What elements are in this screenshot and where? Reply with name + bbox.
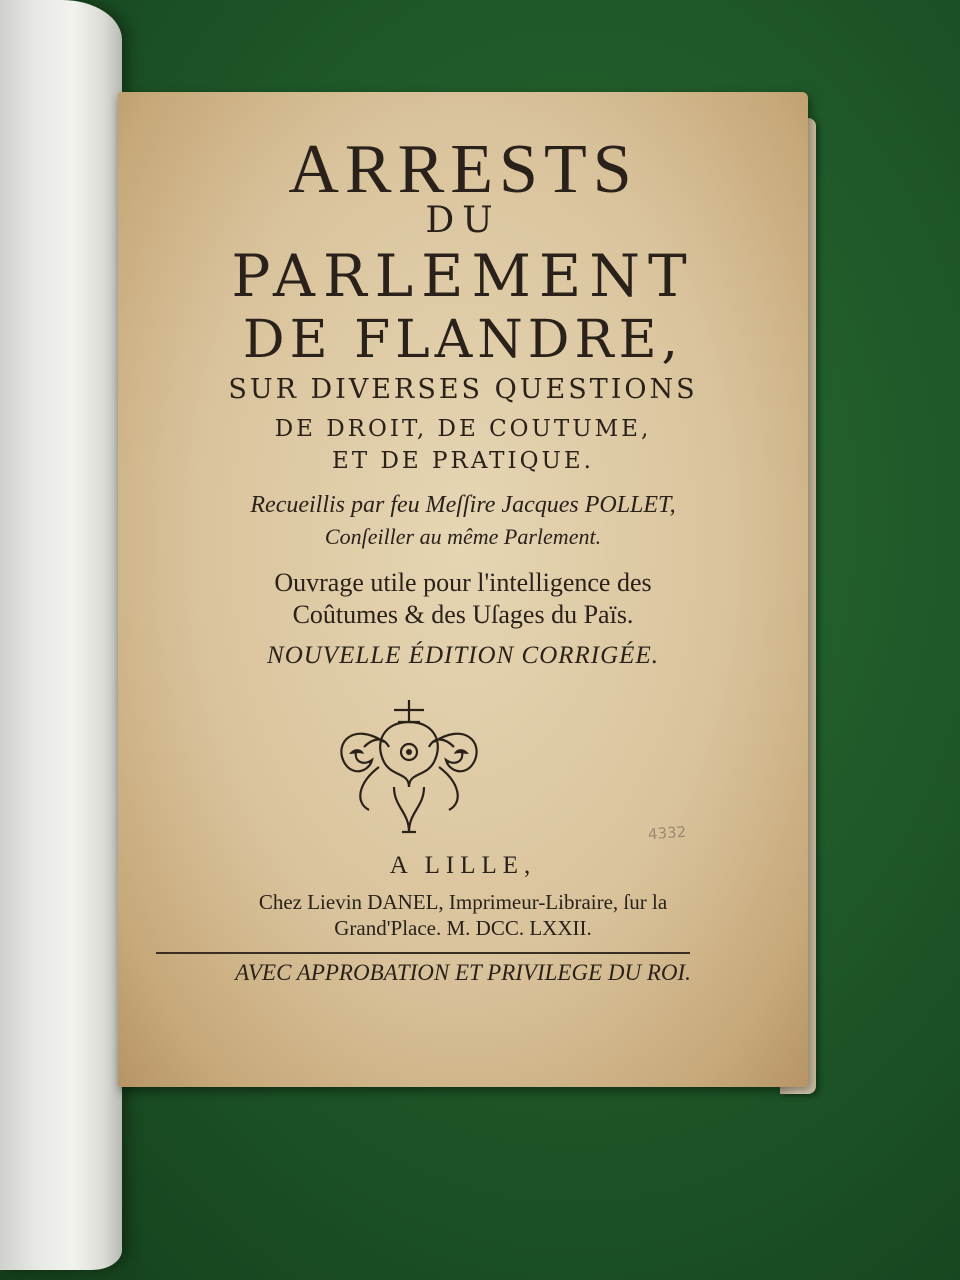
imprint-date: Grand'Place. M. DCC. LXXII. (334, 916, 592, 940)
subtitle-droit: DE DROIT, DE COUTUME, (274, 416, 652, 442)
privilege-line: AVEC APPROBATION ET PRIVILEGE DU ROI. (235, 960, 691, 985)
author-role: Conſeiller au même Parlement. (324, 524, 602, 549)
subtitle-pratique: ET DE PRATIQUE. (332, 448, 594, 474)
handwritten-shelfmark: 4332 (647, 822, 687, 844)
imprint-city: A LILLE, (389, 852, 537, 879)
title-parlement: PARLEMENT (231, 242, 695, 310)
title-du: DU (425, 200, 501, 241)
description-line2: Coûtumes & des Uſages du Païs. (292, 600, 634, 629)
imprint-printer: Chez Lievin DANEL, Imprimeur-Libraire, ſur la (258, 890, 668, 914)
subtitle-questions: SUR DIVERSES QUESTIONS (228, 374, 698, 405)
fleuron-ornament-icon (324, 692, 494, 842)
title-de-flandre: DE FLANDRE, (242, 310, 684, 370)
description-line1: Ouvrage utile pour l'intelligence des (274, 568, 652, 597)
left-page (0, 0, 122, 1270)
edition-line: NOUVELLE ÉDITION CORRIGÉE. (267, 642, 659, 669)
title-arrests: ARRESTS (288, 131, 638, 208)
divider-rule (156, 952, 690, 954)
title-page (118, 92, 808, 1087)
author-line: Recueillis par feu Meſſire Jacques POLLET, (250, 492, 676, 518)
